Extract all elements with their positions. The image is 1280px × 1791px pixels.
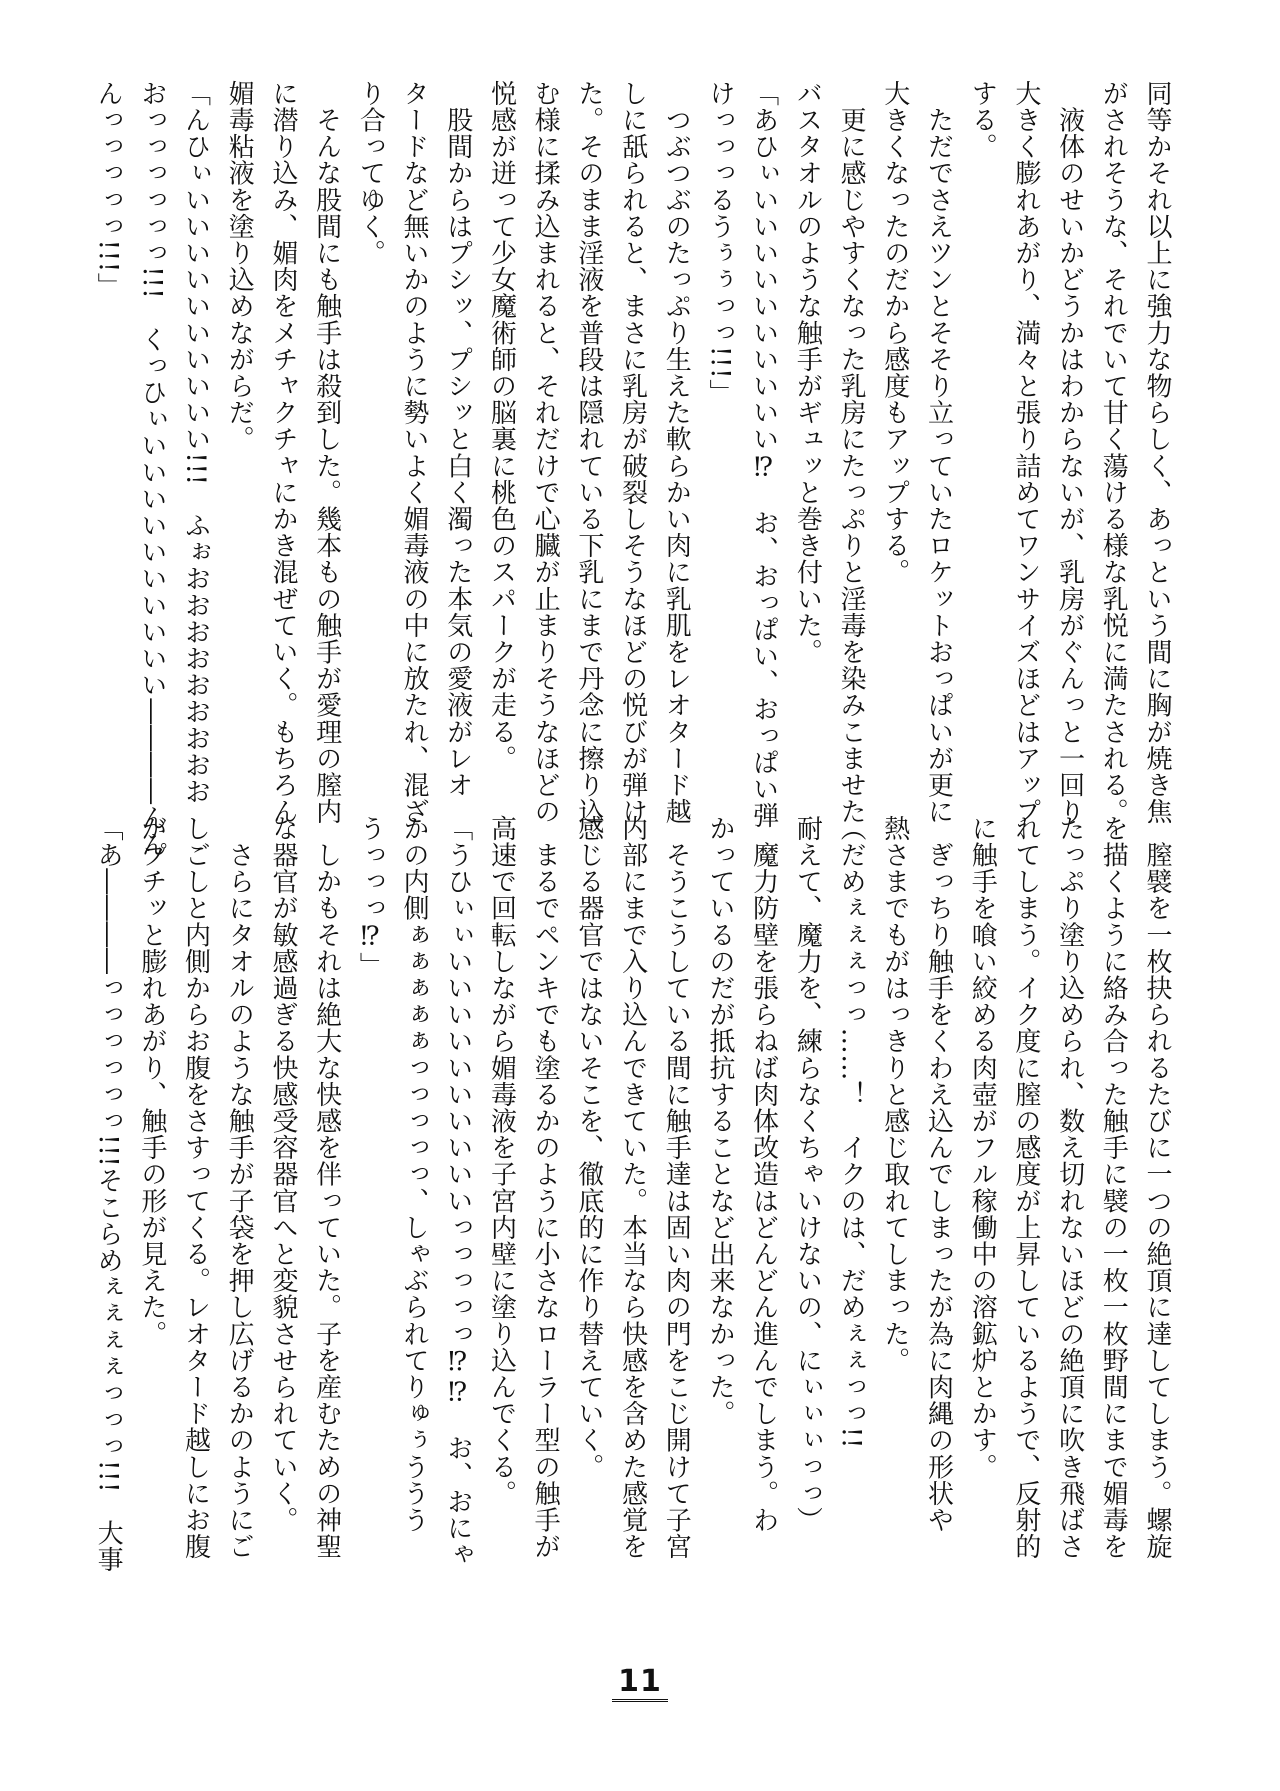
text-line: 更に感じやすくなった乳房にたっぷりと淫毒を染みこませた <box>836 80 867 825</box>
text-line: 「うひぃぃいいいいいいいいいいっっっっっ⁉⁉ お、おにゃ <box>442 815 473 1568</box>
text-line: そんな股間にも触手は殺到した。幾本もの触手が愛理の膣内 <box>311 80 342 825</box>
text-line: がされそうな、それでいて甘く蕩ける様な乳悦に満たされる。 <box>1098 80 1129 825</box>
text-line: 内部にまで入り込んできていた。本当なら快感を含めた感覚を <box>617 815 648 1560</box>
text-line: 魔力防壁を張らねば肉体改造はどんどん進んでしまう。わ <box>748 815 779 1534</box>
text-line: まるでペンキでも塗るかのように小さなローラー型の触手が <box>530 815 561 1560</box>
text-line: タードなど無いかのように勢いよく媚毒液の中に放たれ、混ざ <box>399 80 430 825</box>
text-line: 感じる器官ではないそこを、徹底的に作り替えていく。 <box>573 815 604 1480</box>
text-block-top <box>93 80 1178 858</box>
text-line: 悦感が迸って少女魔術師の脳裏に桃色のスパークが走る。 <box>486 80 517 772</box>
text-line: たっぷり塗り込められ、数え切れないほどの絶頂に吹き飛ばさ <box>1054 815 1085 1560</box>
text-block-bottom <box>93 815 1178 1573</box>
text-line: そうこうしている間に触手達は固い肉の門をこじ開けて子宮 <box>661 815 692 1560</box>
text-line: 高速で回転しながら媚毒液を子宮内壁に塗り込んでくる。 <box>486 815 517 1507</box>
text-line: 熱さまでもがはっきりと感じ取れてしまった。 <box>879 815 910 1374</box>
text-line: 「んひぃいいいいいいいいいい!!! ふぉおおおおおおおおお <box>180 80 211 805</box>
text-line: 大きくなったのだから感度もアップする。 <box>879 80 910 586</box>
text-line: た。そのまま淫液を普段は隠れている下乳にまで丹念に擦り込 <box>573 80 604 825</box>
text-line: に潜り込み、媚肉をメチャクチャにかき混ぜていく。もちろん <box>267 80 298 825</box>
text-line: しに舐られると、まさに乳房が破裂しそうなほどの悦びが弾け <box>617 80 648 825</box>
text-line: に触手を喰い絞める肉壺がフル稼働中の溶鉱炉とかす。 <box>967 815 998 1480</box>
text-line: を描くように絡み合った触手に襞の一枚一枚野間にまで媚毒を <box>1098 815 1129 1560</box>
text-line: けっっっるうぅぅっっ!!!」 <box>704 80 735 406</box>
text-line: な器官が敏感過ぎる快感受容器官へと変貌させられていく。 <box>267 815 298 1534</box>
text-line: おっっっっっっ!!! くっひぃいいいいいいいいいい――――んん <box>136 80 167 858</box>
text-line: 「あ――――っっっっっっ!!!そこらめぇぇぇぇっっっ!!! 大事 <box>93 815 124 1573</box>
text-line: （だめぇぇぇっっ……！ イクのは、だめぇぇっっ!! <box>836 815 867 1449</box>
text-line: 媚毒粘液を塗り込めながらだ。 <box>224 80 255 453</box>
text-line: バスタオルのような触手がギュッと巻き付いた。 <box>792 80 823 666</box>
text-line: 膣襞を一枚抉られるたびに一つの絶頂に達してしまう。螺旋 <box>1142 815 1172 1560</box>
text-line: がプチッと膨れあがり、触手の形が見えた。 <box>136 815 167 1347</box>
text-line: しごしと内側からお腹をさすってくる。レオタード越しにお腹 <box>180 815 211 1560</box>
page-number-label: 11 <box>612 1664 668 1702</box>
text-line: 股間からはプシッ、プシッと白く濁った本気の愛液がレオ <box>442 80 473 799</box>
text-line: かの内側ぁぁぁぁぁっっっっっ、しゃぶられてりゅぅううう <box>399 815 430 1534</box>
text-line: 「あひぃいいいいいいいいいい⁉ お、おっぱい、おっぱい弾 <box>748 80 779 829</box>
text-line: んっっっっっ!!!」 <box>93 80 124 300</box>
text-line: 大きく膨れあがり、満々と張り詰めてワンサイズほどはアップ <box>1010 80 1041 825</box>
text-line: する。 <box>967 80 998 160</box>
text-line: 同等かそれ以上に強力な物らしく、あっという間に胸が焼き焦 <box>1142 80 1172 825</box>
text-line: つぶつぶのたっぷり生えた軟らかい肉に乳肌をレオタード越 <box>661 80 692 825</box>
text-line: ただでさえツンとそそり立っていたロケットおっぱいが更に <box>923 80 954 825</box>
text-line: 耐えて、魔力を、練らなくちゃいけないの、にぃぃぃっっ） <box>792 815 823 1534</box>
text-line: かっているのだが抵抗することなど出来なかった。 <box>704 815 735 1427</box>
text-line: ぎっちり触手をくわえ込んでしまったが為に肉縄の形状や <box>923 815 954 1534</box>
text-line: 液体のせいかどうかはわからないが、乳房がぐんっと一回り <box>1054 80 1085 825</box>
text-line: む様に揉み込まれると、それだけで心臓が止まりそうなほどの <box>530 80 561 825</box>
text-line: り合ってゆく。 <box>355 80 386 267</box>
page-number <box>0 1664 1280 1702</box>
text-line: れてしまう。イク度に膣の感度が上昇しているようで、反射的 <box>1010 815 1041 1560</box>
text-line: さらにタオルのような触手が子袋を押し広げるかのようにご <box>224 815 255 1560</box>
text-line: しかもそれは絶大な快感を伴っていた。子を産むための神聖 <box>311 815 342 1560</box>
text-line: うっっっ⁉」 <box>355 815 386 979</box>
